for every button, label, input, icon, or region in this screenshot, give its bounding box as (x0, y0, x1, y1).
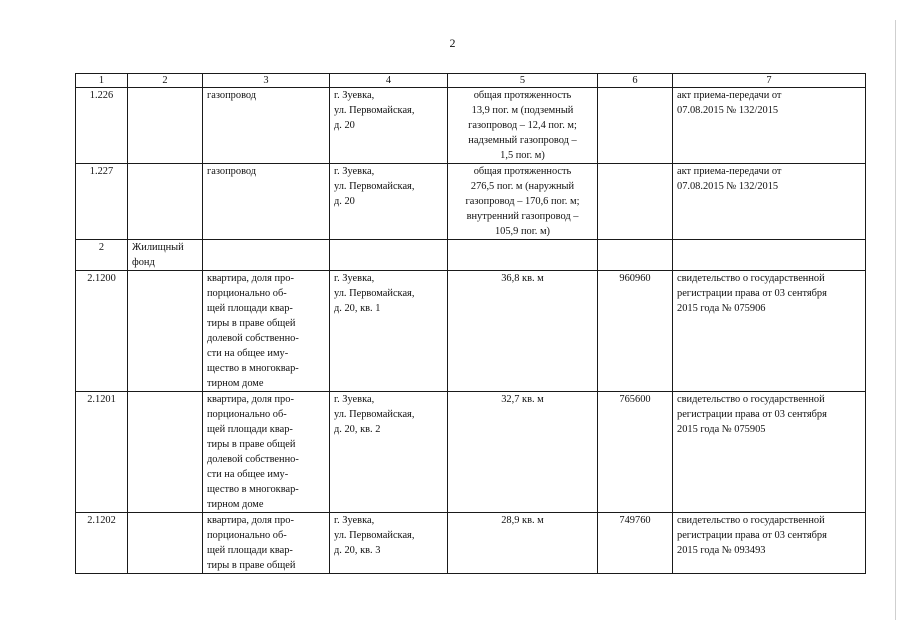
column-header: 3 (203, 74, 330, 88)
address-cell: г. Зуевка, ул. Первомайская, д. 20 (330, 164, 448, 240)
document-cell (673, 240, 866, 271)
object-name-cell: газопровод (203, 164, 330, 240)
table-header-row (76, 74, 866, 88)
address-cell: г. Зуевка, ул. Первомайская, д. 20, кв. 1 (330, 271, 448, 392)
table-row (76, 392, 866, 513)
row-number: 2.1201 (76, 392, 128, 513)
address-cell: г. Зуевка, ул. Первомайская, д. 20 (330, 88, 448, 164)
page-number: 2 (449, 36, 456, 50)
address-cell: г. Зуевка, ул. Первомайская, д. 20, кв. 3 (330, 513, 448, 574)
table-row (76, 164, 866, 240)
object-name-cell: квартира, доля про- порционально об- щей площади квар- тиры в праве общей долевой собственно- сти на общее иму- щество в многоквар- тирном доме (203, 271, 330, 392)
address-cell: г. Зуевка, ул. Первомайская, д. 20, кв. 2 (330, 392, 448, 513)
category-cell: Жилищный фонд (128, 240, 203, 271)
address-cell (330, 240, 448, 271)
document-cell: свидетельство о государственной регистрации права от 03 сентября 2015 года № 075905 (673, 392, 866, 513)
object-name-cell (203, 240, 330, 271)
column-header: 1 (76, 74, 128, 88)
row-number: 2.1200 (76, 271, 128, 392)
row-number: 2.1202 (76, 513, 128, 574)
document-cell: свидетельство о государственной регистрации права от 03 сентября 2015 года № 093493 (673, 513, 866, 574)
object-name-cell: газопровод (203, 88, 330, 164)
row-number: 1.226 (76, 88, 128, 164)
value-cell: 960960 (598, 271, 673, 392)
table-row (76, 271, 866, 392)
row-number: 1.227 (76, 164, 128, 240)
characteristics-cell: 36,8 кв. м (448, 271, 598, 392)
object-name-cell: квартира, доля про- порционально об- щей площади квар- тиры в праве общей (203, 513, 330, 574)
value-cell (598, 164, 673, 240)
column-header: 5 (448, 74, 598, 88)
scan-edge-line (895, 20, 896, 620)
value-cell: 749760 (598, 513, 673, 574)
table-row (76, 513, 866, 574)
document-cell: акт приема-передачи от 07.08.2015 № 132/2015 (673, 88, 866, 164)
column-header: 4 (330, 74, 448, 88)
category-cell (128, 164, 203, 240)
value-cell (598, 240, 673, 271)
object-name-cell: квартира, доля про- порционально об- щей площади квар- тиры в праве общей долевой собственно- сти на общее иму- щество в многоквар- тирном доме (203, 392, 330, 513)
category-cell (128, 513, 203, 574)
category-cell (128, 392, 203, 513)
characteristics-cell: 28,9 кв. м (448, 513, 598, 574)
section-row (76, 240, 866, 271)
document-cell: акт приема-передачи от 07.08.2015 № 132/2015 (673, 164, 866, 240)
value-cell: 765600 (598, 392, 673, 513)
column-header: 7 (673, 74, 866, 88)
category-cell (128, 271, 203, 392)
column-header: 2 (128, 74, 203, 88)
characteristics-cell (448, 240, 598, 271)
column-header: 6 (598, 74, 673, 88)
value-cell (598, 88, 673, 164)
property-register-table (75, 73, 866, 574)
document-cell: свидетельство о государственной регистрации права от 03 сентября 2015 года № 075906 (673, 271, 866, 392)
row-number: 2 (76, 240, 128, 271)
characteristics-cell: общая протяженность 13,9 пог. м (подземный газопровод – 12,4 пог. м; надземный газопровод – 1,5 пог. м) (448, 88, 598, 164)
table-row (76, 88, 866, 164)
category-cell (128, 88, 203, 164)
characteristics-cell: общая протяженность 276,5 пог. м (наружный газопровод – 170,6 пог. м; внутренний газопровод – 105,9 пог. м) (448, 164, 598, 240)
characteristics-cell: 32,7 кв. м (448, 392, 598, 513)
